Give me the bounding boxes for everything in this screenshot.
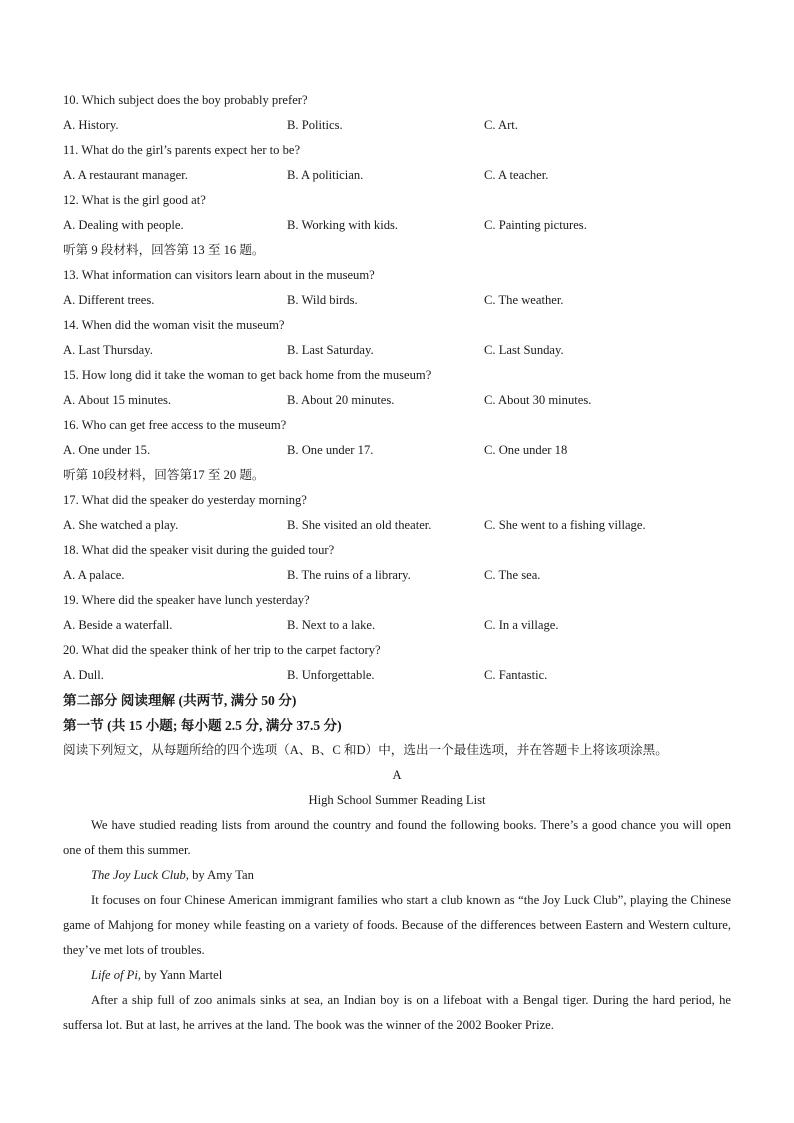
- option-b: B. About 20 minutes.: [287, 393, 395, 407]
- option-c: C. Fantastic.: [484, 668, 548, 682]
- option-c: C. The weather.: [484, 293, 564, 307]
- option-b: B. Next to a lake.: [287, 618, 376, 632]
- options-19: [63, 613, 731, 638]
- option-a: A. Last Thursday.: [63, 343, 153, 357]
- option-c: C. She went to a fishing village.: [484, 518, 646, 532]
- question-18: 18. What did the speaker visit during the guided tour?: [63, 543, 335, 557]
- option-a: A. She watched a play.: [63, 518, 179, 532]
- option-b: B. Last Saturday.: [287, 343, 374, 357]
- book-1-title: The Joy Luck Club: [91, 868, 186, 882]
- option-b: B. Working with kids.: [287, 218, 399, 232]
- passage-intro: We have studied reading lists from around the country and found the following books. There’s a good chance you will open one of them this summer.: [63, 818, 731, 857]
- options-17: [63, 513, 731, 538]
- passage-title: High School Summer Reading List: [308, 793, 486, 807]
- section-10-instruction: 听第 10段材料，回答第17 至 20 题。: [63, 468, 265, 482]
- section-1-heading: 第一节 (共 15 小题; 每小题 2.5 分, 满分 37.5 分): [63, 718, 342, 733]
- option-a: A. Beside a waterfall.: [63, 618, 173, 632]
- section-9-instruction: 听第 9 段材料，回答第 13 至 16 题。: [63, 243, 265, 257]
- book-1-heading: [63, 863, 731, 888]
- option-b: B. One under 17.: [287, 443, 374, 457]
- options-13: [63, 288, 731, 313]
- options-18: [63, 563, 731, 588]
- option-c: C. Art.: [484, 118, 518, 132]
- question-12: 12. What is the girl good at?: [63, 193, 206, 207]
- question-13: 13. What information can visitors learn about in the museum?: [63, 268, 375, 282]
- question-17: 17. What did the speaker do yesterday morning?: [63, 493, 307, 507]
- question-15: 15. How long did it take the woman to get back home from the museum?: [63, 368, 432, 382]
- option-a: A. A restaurant manager.: [63, 168, 188, 182]
- option-c: C. The sea.: [484, 568, 541, 582]
- book-2-title: Life of Pi: [91, 968, 138, 982]
- exam-page: [63, 88, 731, 1038]
- options-14: [63, 338, 731, 363]
- reading-instructions: 阅读下列短文，从每题所给的四个选项（A、B、C 和D）中，选出一个最佳选项，并在答题卡上将该项涂黑。: [63, 743, 668, 757]
- options-16: [63, 438, 731, 463]
- option-a: A. Dealing with people.: [63, 218, 184, 232]
- option-c: C. Painting pictures.: [484, 218, 587, 232]
- book-2-author: , by Yann Martel: [137, 968, 223, 982]
- question-20: 20. What did the speaker think of her trip to the carpet factory?: [63, 643, 381, 657]
- passage-letter: A: [392, 768, 402, 782]
- book-1-description: It focuses on four Chinese American immigrant families who start a club known as “the Joy Luck Club”, playing the Chinese game of Mahjong for money while feasting on a variety of foods. Because of the differences between Eastern and Western culture, they’ve met lots of troubles.: [63, 893, 731, 957]
- book-2-heading: [63, 963, 731, 988]
- option-c: C. About 30 minutes.: [484, 393, 592, 407]
- option-a: A. A palace.: [63, 568, 125, 582]
- options-12: [63, 213, 731, 238]
- option-a: A. Different trees.: [63, 293, 155, 307]
- book-2-description: After a ship full of zoo animals sinks at sea, an Indian boy is on a lifeboat with a Bengal tiger. During the hard period, he suffersa lot. But at last, he arrives at the land. The book was the winner of the 2002 Booker Prize.: [63, 993, 731, 1032]
- question-10: 10. Which subject does the boy probably prefer?: [63, 93, 308, 107]
- option-c: C. One under 18: [484, 443, 568, 457]
- option-a: A. History.: [63, 118, 119, 132]
- option-b: B. The ruins of a library.: [287, 568, 411, 582]
- options-10: [63, 113, 731, 138]
- options-15: [63, 388, 731, 413]
- option-b: B. Politics.: [287, 118, 343, 132]
- option-b: B. Unforgettable.: [287, 668, 375, 682]
- option-a: A. One under 15.: [63, 443, 151, 457]
- option-a: A. About 15 minutes.: [63, 393, 172, 407]
- question-19: 19. Where did the speaker have lunch yesterday?: [63, 593, 310, 607]
- options-11: [63, 163, 731, 188]
- option-b: B. She visited an old theater.: [287, 518, 432, 532]
- question-16: 16. Who can get free access to the museum?: [63, 418, 287, 432]
- option-a: A. Dull.: [63, 668, 104, 682]
- option-c: C. In a village.: [484, 618, 559, 632]
- question-11: 11. What do the girl’s parents expect her to be?: [63, 143, 301, 157]
- option-b: B. Wild birds.: [287, 293, 358, 307]
- option-c: C. Last Sunday.: [484, 343, 564, 357]
- options-20: [63, 663, 731, 688]
- option-c: C. A teacher.: [484, 168, 549, 182]
- book-1-author: , by Amy Tan: [185, 868, 254, 882]
- question-14: 14. When did the woman visit the museum?: [63, 318, 285, 332]
- part-2-heading: 第二部分 阅读理解 (共两节, 满分 50 分): [63, 693, 297, 708]
- option-b: B. A politician.: [287, 168, 364, 182]
